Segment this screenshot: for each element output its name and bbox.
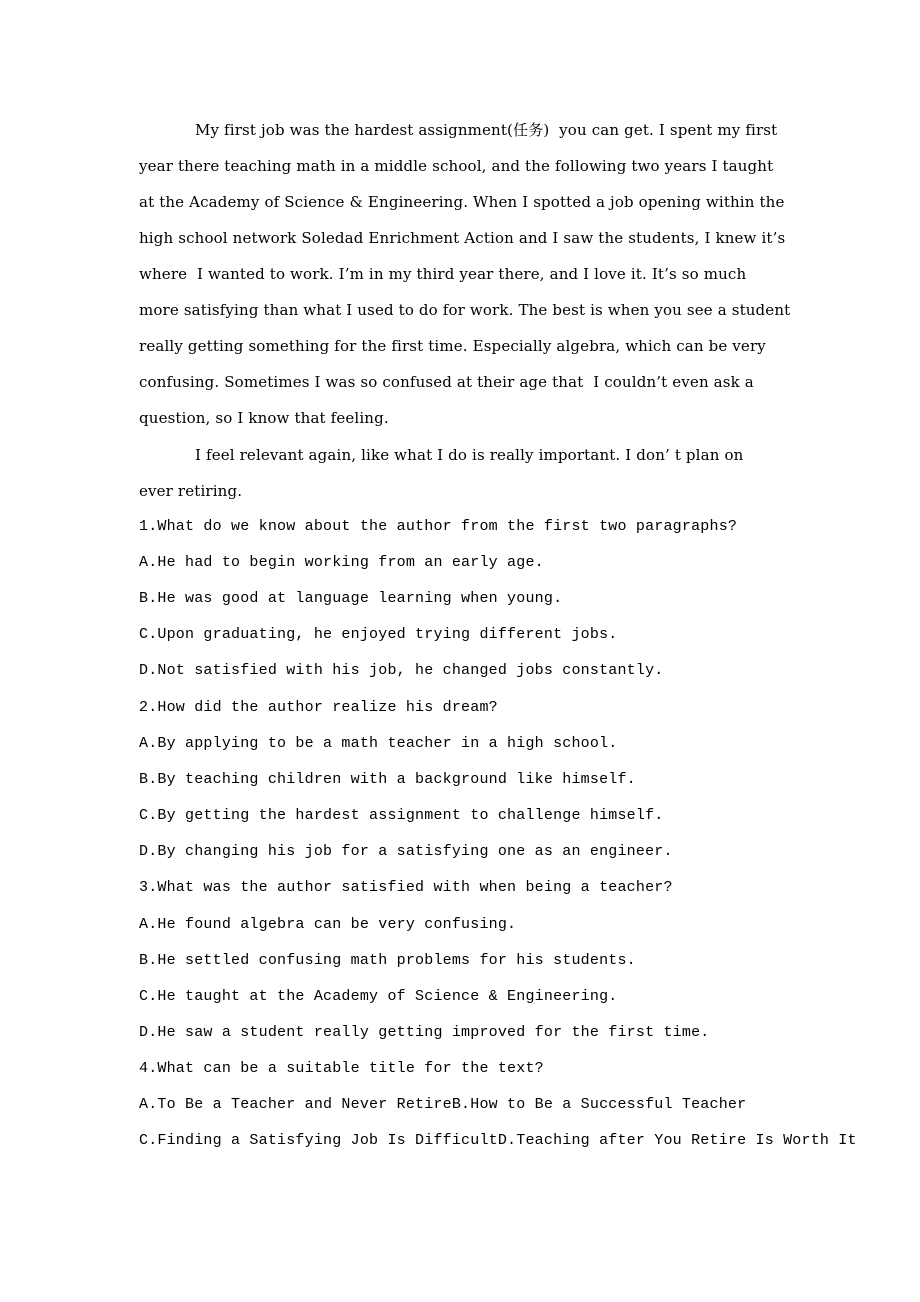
question-stem: 4.What can be a suitable title for the text? [139,1060,544,1077]
passage-line: I feel relevant again, like what I do is really important. I don’ t plan on [195,446,744,464]
passage-line: where I wanted to work. I’m in my third year there, and I love it. It’s so much [139,265,747,283]
answer-option: C.By getting the hardest assignment to challenge himself. [139,807,664,824]
passage-line: confusing. Sometimes I was so confused at their age that I couldn’t even ask a [139,373,754,391]
answer-option: D.He saw a student really getting improved for the first time. [139,1024,710,1041]
answer-option: A.He had to begin working from an early age. [139,554,544,571]
question-stem: 1.What do we know about the author from the first two paragraphs? [139,518,738,535]
answer-option: C.Upon graduating, he enjoyed trying different jobs. [139,626,618,643]
answer-option: A.He found algebra can be very confusing. [139,916,517,933]
answer-option: C.Finding a Satisfying Job Is DifficultD.Teaching after You Retire Is Worth It [139,1132,857,1149]
answer-option: D.By changing his job for a satisfying one as an engineer. [139,843,673,860]
passage-line: question, so I know that feeling. [139,409,389,427]
answer-option: D.Not satisfied with his job, he changed jobs constantly. [139,662,664,679]
passage-line: My first job was the hardest assignment(任务) you can get. I spent my first [195,121,778,139]
passage-line: high school network Soledad Enrichment Action and I saw the students, I knew it’s [139,229,786,247]
question-stem: 2.How did the author realize his dream? [139,699,498,716]
answer-option: B.He settled confusing math problems for his students. [139,952,636,969]
passage-line: at the Academy of Science & Engineering. When I spotted a job opening within the [139,193,785,211]
passage-line: really getting something for the first time. Especially algebra, which can be very [139,337,766,355]
answer-option: B.He was good at language learning when young. [139,590,563,607]
passage-line: more satisfying than what I used to do for work. The best is when you see a student [139,301,791,319]
passage-line: ever retiring. [139,482,243,500]
answer-option: B.By teaching children with a background like himself. [139,771,636,788]
question-stem: 3.What was the author satisfied with when being a teacher? [139,879,673,896]
passage-line: year there teaching math in a middle school, and the following two years I taught [139,157,774,175]
answer-option: A.To Be a Teacher and Never RetireB.How to Be a Successful Teacher [139,1096,747,1113]
answer-option: C.He taught at the Academy of Science & Engineering. [139,988,618,1005]
answer-option: A.By applying to be a math teacher in a high school. [139,735,618,752]
